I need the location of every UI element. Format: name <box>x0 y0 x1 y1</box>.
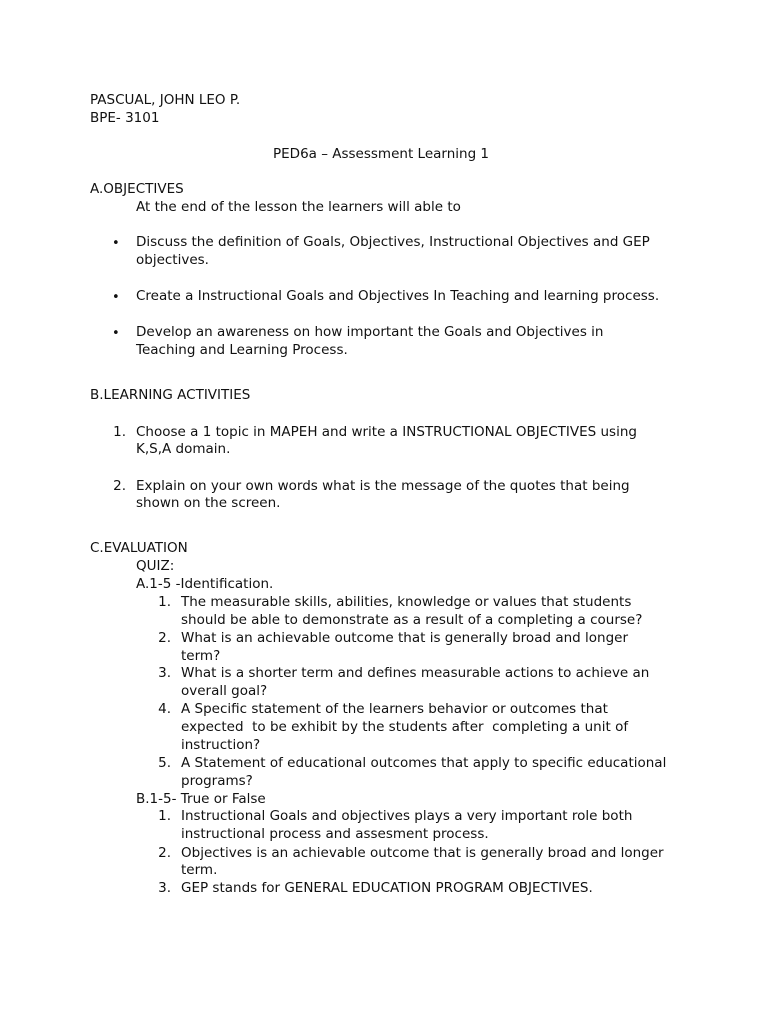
list-item-number: 1. <box>113 424 126 440</box>
objectives-intro: At the end of the lesson the learners will able to <box>136 199 461 215</box>
evaluation-heading: C.EVALUATION <box>90 540 188 556</box>
list-item-line: Discuss the definition of Goals, Objectives, Instructional Objectives and GEP <box>136 234 650 250</box>
list-item-line: shown on the screen. <box>136 495 281 511</box>
list-item-number: 4. <box>158 701 171 717</box>
list-item-number: 3. <box>158 880 171 896</box>
list-item-line: term. <box>181 862 218 878</box>
objectives-heading: A.OBJECTIVES <box>90 181 184 197</box>
part-b-label: B.1-5- True or False <box>136 791 266 807</box>
quiz-label: QUIZ: <box>136 558 175 574</box>
student-section: BPE- 3101 <box>90 110 160 126</box>
list-item-line: Instructional Goals and objectives plays a very important role both <box>181 808 633 824</box>
list-item-number: 2. <box>158 630 171 646</box>
list-item-line: expected to be exhibit by the students after completing a unit of <box>181 719 629 735</box>
list-item-number: 2. <box>158 845 171 861</box>
list-item-line: A Statement of educational outcomes that apply to specific educational <box>181 755 667 771</box>
list-item-line: A Specific statement of the learners behavior or outcomes that <box>181 701 608 717</box>
bullet-icon: • <box>112 290 120 305</box>
list-item-line: The measurable skills, abilities, knowledge or values that students <box>181 594 632 610</box>
bullet-icon: • <box>112 236 120 251</box>
list-item-line: What is a shorter term and defines measurable actions to achieve an <box>181 665 650 681</box>
list-item-line: objectives. <box>136 252 209 268</box>
document-title: PED6a – Assessment Learning 1 <box>273 146 490 162</box>
list-item-line: What is an achievable outcome that is generally broad and longer <box>181 630 629 646</box>
list-item-line: should be able to demonstrate as a result of a completing a course? <box>181 612 643 628</box>
list-item-number: 2. <box>113 478 126 494</box>
list-item-line: instruction? <box>181 737 261 753</box>
list-item-line: Objectives is an achievable outcome that is generally broad and longer <box>181 845 664 861</box>
list-item-line: instructional process and assesment process. <box>181 826 489 842</box>
list-item-line: programs? <box>181 773 253 789</box>
bullet-icon: • <box>112 326 120 341</box>
activities-heading: B.LEARNING ACTIVITIES <box>90 387 251 403</box>
list-item-line: K,S,A domain. <box>136 441 231 457</box>
list-item-line: Teaching and Learning Process. <box>136 342 348 358</box>
list-item-line: Choose a 1 topic in MAPEH and write a INSTRUCTIONAL OBJECTIVES using <box>136 424 637 440</box>
student-name: PASCUAL, JOHN LEO P. <box>90 92 241 108</box>
list-item-line: overall goal? <box>181 683 268 699</box>
list-item-line: term? <box>181 648 221 664</box>
list-item-line: Explain on your own words what is the message of the quotes that being <box>136 478 630 494</box>
list-item-line: Create a Instructional Goals and Objectives In Teaching and learning process. <box>136 288 660 304</box>
list-item-number: 1. <box>158 808 171 824</box>
part-a-label: A.1-5 -Identification. <box>136 576 274 592</box>
list-item-number: 5. <box>158 755 171 771</box>
list-item-line: GEP stands for GENERAL EDUCATION PROGRAM OBJECTIVES. <box>181 880 593 896</box>
list-item-line: Develop an awareness on how important the Goals and Objectives in <box>136 324 604 340</box>
list-item-number: 1. <box>158 594 171 610</box>
list-item-number: 3. <box>158 665 171 681</box>
